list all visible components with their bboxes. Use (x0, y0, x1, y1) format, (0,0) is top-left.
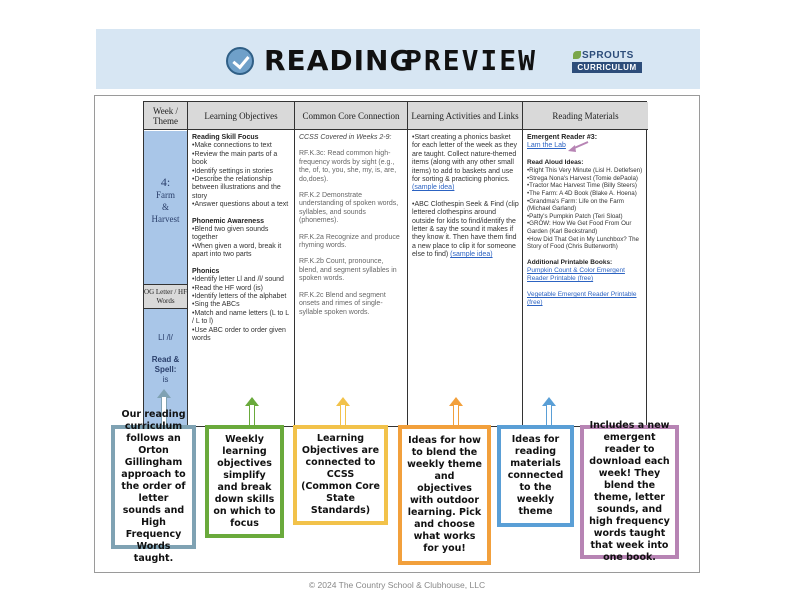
list-item: RF.K.2b Count, pronounce, blend, and segment syllables in spoken words. (299, 258, 397, 283)
list-item: •Strega Nona's Harvest (Tomie dePaola) (527, 174, 638, 182)
phonemic-title: Phonemic Awareness (192, 217, 264, 225)
list-item: •The Farm: A 4D Book (Blake A. Hoena) (527, 190, 637, 197)
header-week-theme: Week / Theme (144, 102, 187, 130)
callout-outdoor-learning (398, 425, 491, 565)
title-preview: PREVIEW (405, 44, 538, 77)
list-item: •Use ABC order to order given words (192, 326, 286, 342)
list-item: RF.K.3c: Read common high-frequency words by sight (e.g., the, of, to, you, she, my, is, are, do,does). (299, 150, 397, 183)
list-item: RF.K.2a Recognize and produce rhyming words. (299, 233, 400, 250)
callout-ccss (293, 425, 388, 525)
column-activities (408, 102, 523, 426)
logo-text-bottom: CURRICULUM (572, 62, 642, 73)
header-ccss: Common Core Connection (295, 102, 407, 130)
callout-text: Weekly learning objectives simplify and break down skills on which to focus (213, 433, 276, 529)
list-item: •Tractor Mac Harvest Time (Billy Steers) (527, 182, 637, 190)
printable-link-2[interactable]: Vegetable Emergent Reader Printable (free) (527, 291, 637, 307)
activity-item: •ABC Clothespin Seek & Find (clip lettered clothespins around outside for kids to find/identify the letter & say the sound it makes if they know it. Then have them find a new place to clip it for someone else to find) (412, 200, 519, 259)
objectives-body (188, 131, 294, 343)
spell-label-2: Spell: (154, 365, 177, 374)
arrow-up-icon (336, 397, 350, 427)
arrow-up-icon (542, 397, 556, 427)
arrow-up-icon (449, 397, 463, 427)
column-ccss (295, 102, 408, 426)
copyright-footer: © 2024 The Country School & Clubhouse, LLC (308, 580, 486, 590)
list-item: •Sing the ABCs (192, 301, 240, 309)
spell-word: is (162, 375, 169, 384)
activity-item: •Start creating a phonics basket for each letter of the week as they are taught. Collect nature-themed items (along with any other small items) to add to baskets and use for sorting & practicing phonics. (412, 134, 518, 184)
column-objectives (188, 102, 295, 426)
title-reading: READING (264, 44, 414, 77)
list-item: •GROW: How We Get Food From Our Garden (Karl Beckstrand) (527, 220, 632, 235)
sprout-icon (573, 51, 581, 59)
header-objectives: Learning Objectives (188, 102, 294, 130)
og-letters: Ll /l/ (158, 333, 173, 342)
list-item: RF.K.2 Demonstrate understanding of spoken words, syllables, and sounds (phonemes). (299, 192, 399, 225)
list-item: •How Did That Get in My Lunchbox? The Story of Food (Chris Butterworth) (527, 235, 639, 251)
phonemic-list (192, 226, 291, 260)
ccss-body (295, 131, 407, 317)
list-item: •Review the main parts of a book (192, 150, 278, 167)
list-item: •Describe the relationship between illustrations and the story (192, 176, 281, 200)
readaloud-list (527, 167, 645, 251)
sample-idea-link[interactable]: (sample idea) (450, 251, 493, 259)
column-week-theme (144, 102, 188, 426)
list-item: •Identify settings in stories (192, 167, 274, 175)
phonics-list (192, 276, 291, 343)
emergent-title: Emergent Reader #3: (527, 134, 598, 141)
list-item: •When given a word, break it apart into two parts (192, 242, 282, 259)
theme-name (144, 189, 187, 225)
sprouts-logo (572, 50, 642, 74)
header-materials: Reading Materials (523, 102, 648, 130)
callout-orton-gillingham (111, 409, 196, 564)
list-item: •Read the HF word (is) (192, 284, 263, 292)
callout-text: Includes a new emergent reader to download each week! They blend the theme, letter sounds, and high frequency words taught that week into one book. (589, 420, 670, 563)
skill-focus-title: Reading Skill Focus (192, 134, 259, 141)
list-item: •Grandma's Farm: Life on the Farm (Michael Garland) (527, 197, 624, 213)
list-item: •Right This Very Minute (Lisl H. Detlefsen) (527, 167, 643, 175)
callout-emergent-reader (580, 420, 679, 563)
list-item: •Blend two given sounds together (192, 226, 269, 242)
callout-text: Ideas for reading materials connected to the weekly theme (507, 434, 564, 517)
header-activities: Learning Activities and Links (408, 102, 522, 130)
theme-name-line-3: Harvest (151, 214, 180, 224)
materials-body (523, 131, 648, 307)
sample-idea-link[interactable]: (sample idea) (412, 184, 455, 192)
theme-name-line-2: & (161, 202, 169, 212)
theme-name-line-1: Farm (156, 190, 175, 200)
og-letter-header: OG Letter / HF Words (144, 285, 187, 309)
list-item: •Make connections to text (192, 142, 272, 150)
skill-focus-list (192, 142, 291, 209)
read-spell (144, 355, 187, 385)
phonics-title: Phonics (192, 267, 220, 275)
list-item: •Identify letter Ll and /l/ sound (192, 276, 284, 284)
readaloud-title: Read Aloud Ideas: (527, 158, 584, 166)
spell-label-1: Read & (151, 355, 180, 364)
activities-body (408, 131, 522, 260)
list-item: •Patty's Pumpkin Patch (Teri Sloat) (527, 212, 623, 220)
callout-reading-materials (497, 425, 574, 527)
list-item: •Answer questions about a text (192, 201, 289, 209)
arrow-up-icon (245, 397, 259, 427)
printable-link-1[interactable]: Pumpkin Count & Color Emergent Reader Printable (free) (527, 267, 625, 283)
list-item: •Identify letters of the alphabet (192, 292, 287, 300)
emergent-reader-link[interactable]: Lam the Lab (527, 142, 566, 150)
pointer-arrow-icon (566, 140, 590, 156)
callout-text: Ideas for how to blend the weekly theme and objectives with outdoor learning. Pick and choose what works for you! (407, 435, 482, 554)
callout-text: Learning Objectives are connected to CCSS (Common Core State Standards) (301, 433, 380, 516)
printable-title: Additional Printable Books: (527, 258, 613, 266)
ccss-intro: CCSS Covered in Weeks 2-9: (299, 134, 392, 141)
callout-text: Our reading curriculum follows an Orton Gillingham approach to the order of letter sounds and High Frequency Words taught. (121, 409, 186, 564)
theme-number: 4: (160, 175, 171, 189)
check-circle-icon (226, 47, 254, 75)
theme-cell (144, 131, 187, 285)
callout-objectives (205, 425, 284, 538)
list-item: RF.K.2c Blend and segment onsets and rimes of single-syllable spoken words. (299, 291, 386, 316)
list-item: •Match and name letters (L to L / L to l) (192, 309, 289, 326)
logo-text-top: SPROUTS (582, 50, 634, 61)
